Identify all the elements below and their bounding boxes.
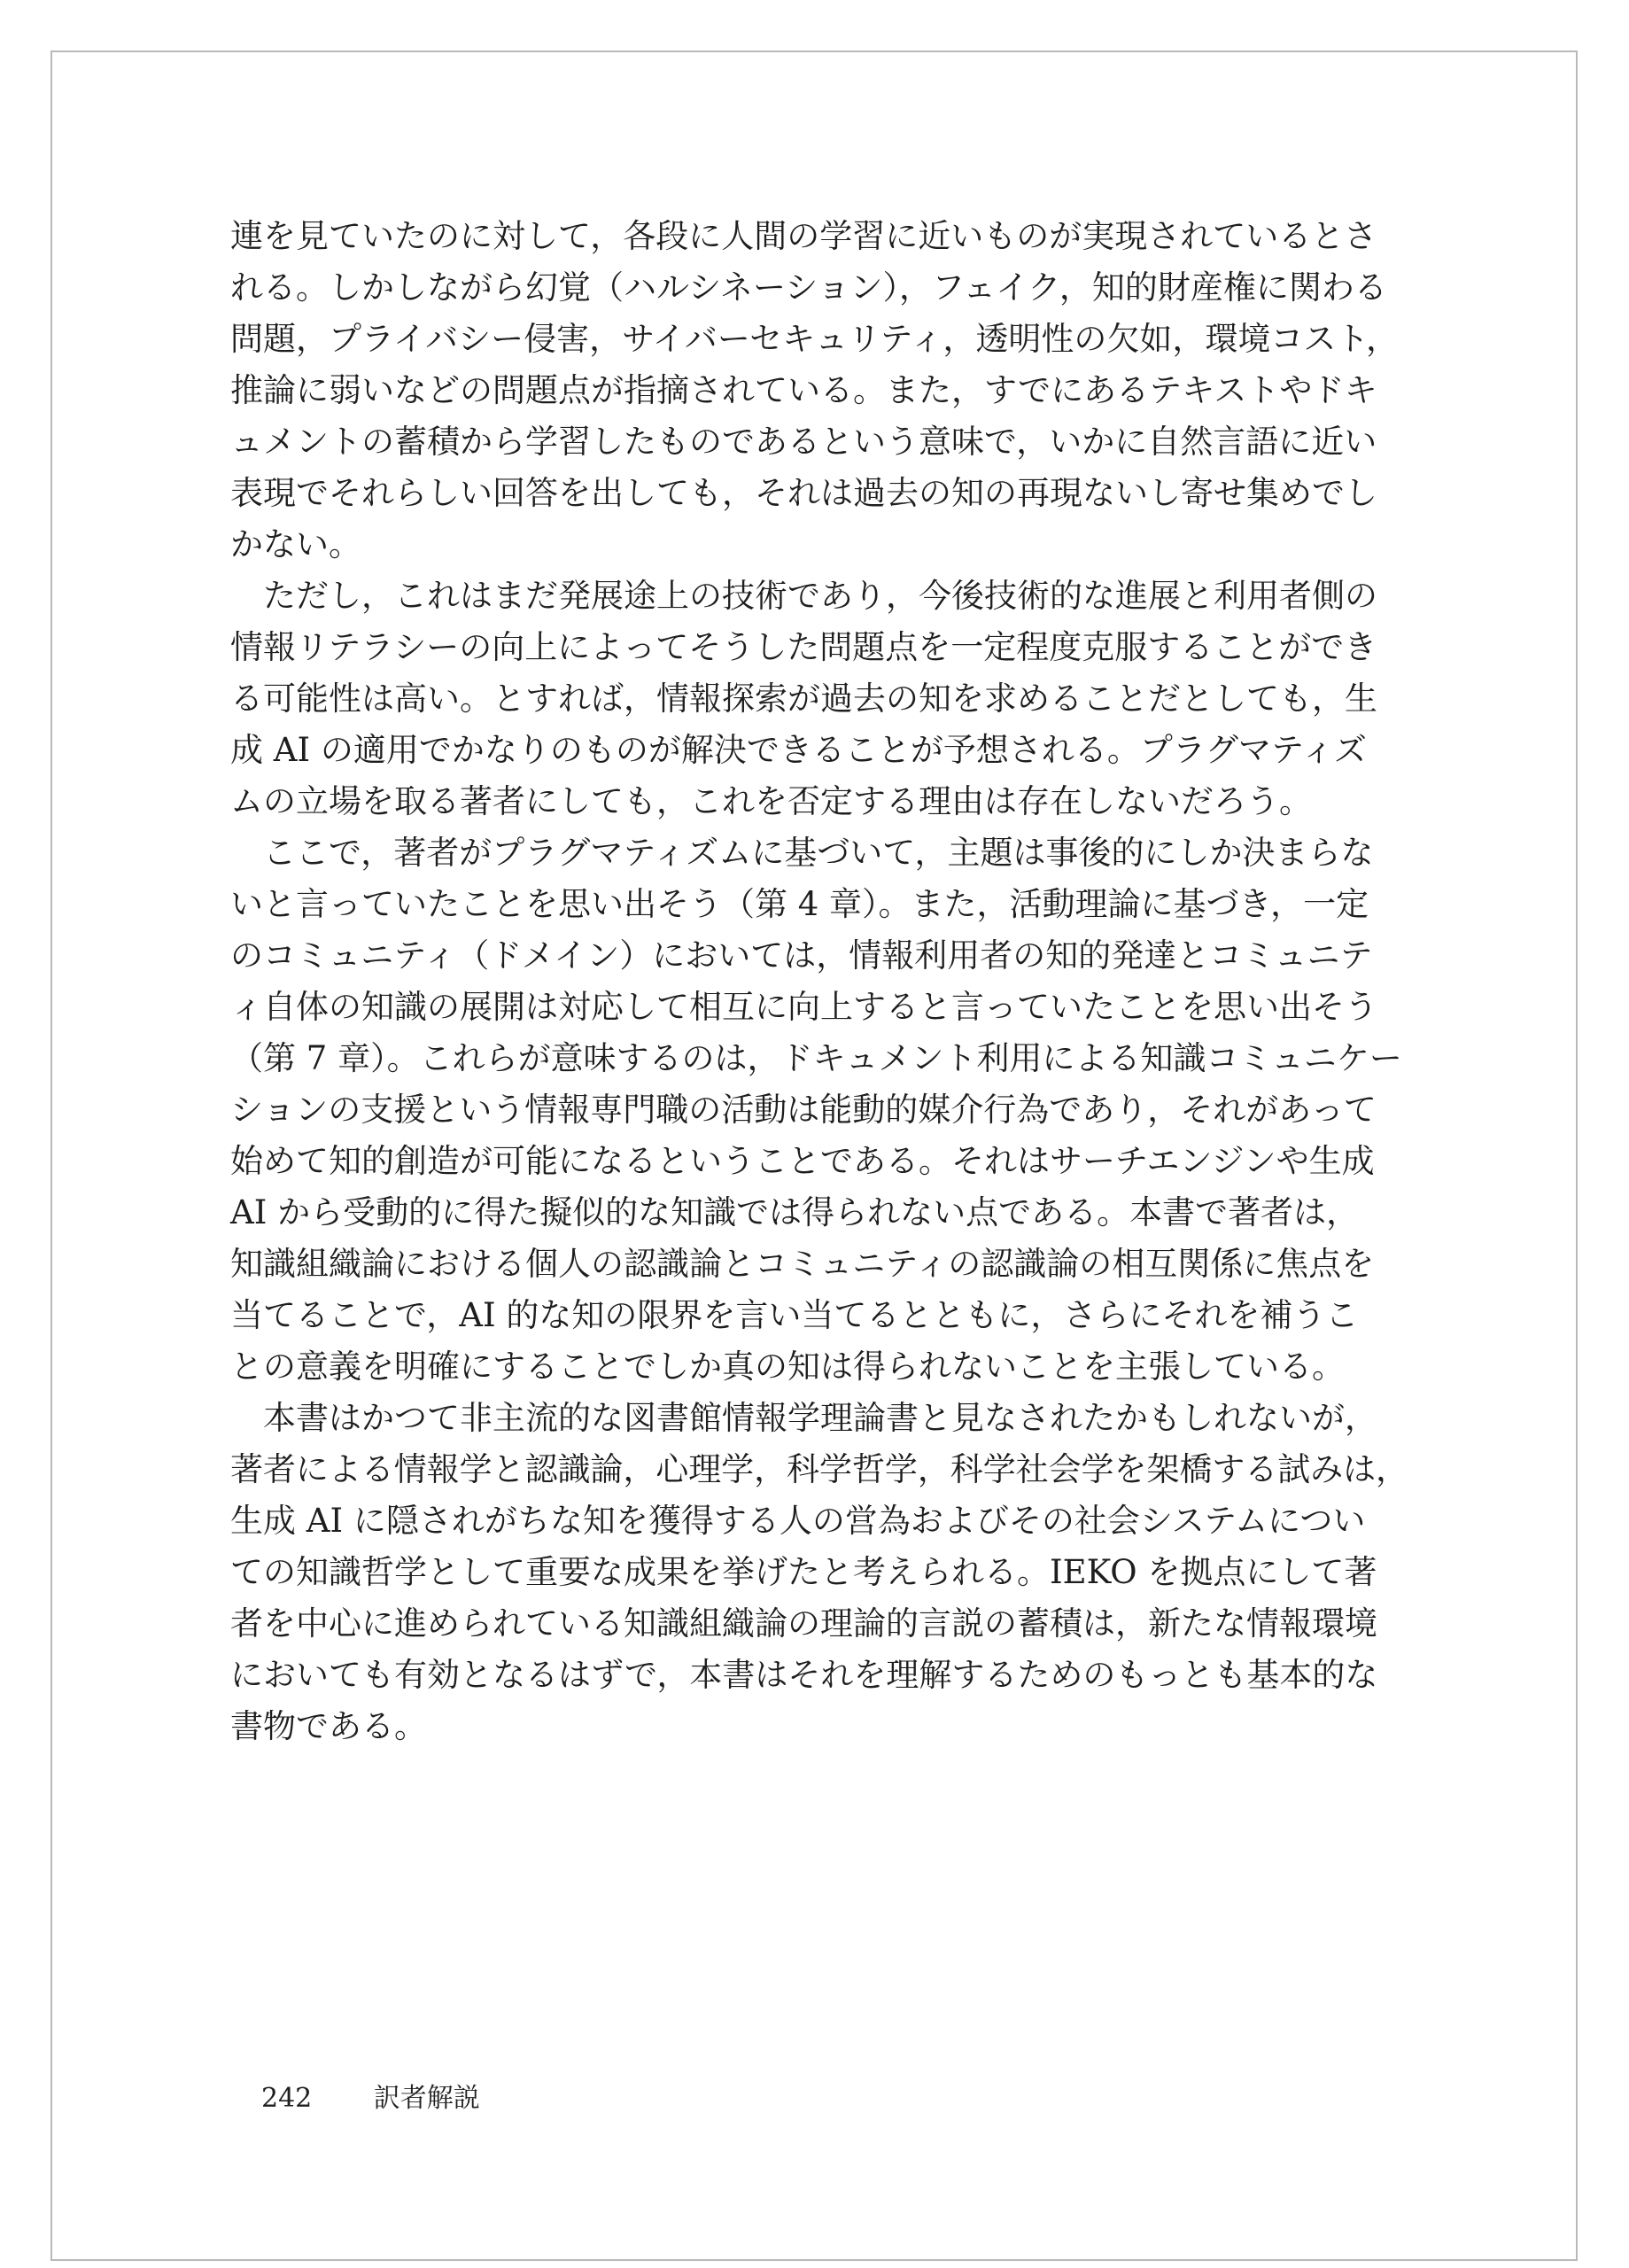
- text-line: る可能性は高い。とすれば，情報探索が過去の知を求めることだとしても，生: [230, 680, 1377, 718]
- text-line: ての知識哲学として重要な成果を挙げたと考えられる。IEKO を拠点にして著: [230, 1553, 1377, 1591]
- text-line: ここで，著者がプラグマティズムに基づいて，主題は事後的にしか決まらな: [230, 834, 1374, 872]
- text-line: れる。しかしながら幻覚（ハルシネーション），フェイク，知的財産権に関わる: [230, 268, 1387, 307]
- text-line: 表現でそれらしい回答を出しても，それは過去の知の再現ないし寄せ集めでし: [230, 474, 1377, 512]
- text-line: 始めて知的創造が可能になるということである。それはサーチエンジンや生成: [230, 1142, 1375, 1180]
- text-line: 者を中心に進められている知識組織論の理論的言説の蓄積は，新たな情報環境: [230, 1604, 1377, 1643]
- text-line: 本書はかつて非主流的な図書館情報学理論書と見なされたかもしれないが，: [230, 1399, 1377, 1437]
- text-line: 知識組織論における個人の認識論とコミュニティの認識論の相互関係に焦点を: [230, 1245, 1375, 1283]
- text-line: ションの支援という情報専門職の活動は能動的媒介行為であり，それがあって: [230, 1091, 1377, 1129]
- text-line: （第 7 章）。これらが意味するのは，ドキュメント利用による知識コミュニケー: [230, 1039, 1402, 1077]
- text-line: 当てることで，AI 的な知の限界を言い当てるとともに，さらにそれを補うこ: [230, 1296, 1359, 1334]
- text-line: においても有効となるはずで，本書はそれを理解するためのもっとも基本的な: [230, 1656, 1378, 1694]
- text-line: かない。: [230, 525, 361, 563]
- text-line: 著者による情報学と認識論，心理学，科学哲学，科学社会学を架橋する試みは，: [230, 1450, 1408, 1488]
- text-line: ィ自体の知識の展開は対応して相互に向上すると言っていたことを思い出そう: [230, 988, 1377, 1026]
- body-text: [230, 211, 1408, 1752]
- text-line: 問題，プライバシー侵害，サイバーセキュリティ，透明性の欠如，環境コスト，: [230, 320, 1400, 358]
- text-line: のコミュニティ（ドメイン）においては，情報利用者の知的発達とコミュニテ: [230, 936, 1373, 975]
- text-line: ムの立場を取る著者にしても，これを否定する理由は存在しないだろう。: [230, 782, 1312, 820]
- text-line: 書物である。: [230, 1707, 427, 1745]
- text-line: いと言っていたことを思い出そう（第 4 章）。また，活動理論に基づき，一定: [230, 885, 1369, 923]
- text-line: 情報リテラシーの向上によってそうした問題点を一定程度克服することができ: [230, 628, 1377, 666]
- text-line: ュメントの蓄積から学習したものであるという意味で，いかに自然言語に近い: [230, 423, 1377, 461]
- text-line: 推論に弱いなどの問題点が指摘されている。また，すでにあるテキストやドキ: [230, 371, 1377, 409]
- text-line: AI から受動的に得た擬似的な知識では得られない点である。本書で著者は，: [230, 1193, 1360, 1231]
- page-footer: [261, 2076, 480, 2115]
- text-line: ただし，これはまだ発展途上の技術であり，今後技術的な進展と利用者側の: [230, 577, 1377, 615]
- text-line: との意義を明確にすることでしか真の知は得られないことを主張している。: [230, 1348, 1345, 1386]
- page-number: 242: [261, 2083, 313, 2114]
- text-line: 成 AI の適用でかなりのものが解決できることが予想される。プラグマティズ: [230, 731, 1367, 769]
- running-footer-title: 訳者解説: [373, 2083, 480, 2114]
- text-line: 生成 AI に隠されがちな知を獲得する人の営為およびその社会システムについ: [230, 1502, 1366, 1540]
- text-line: 連を見ていたのに対して，各段に人間の学習に近いものが実現されているとさ: [230, 217, 1377, 255]
